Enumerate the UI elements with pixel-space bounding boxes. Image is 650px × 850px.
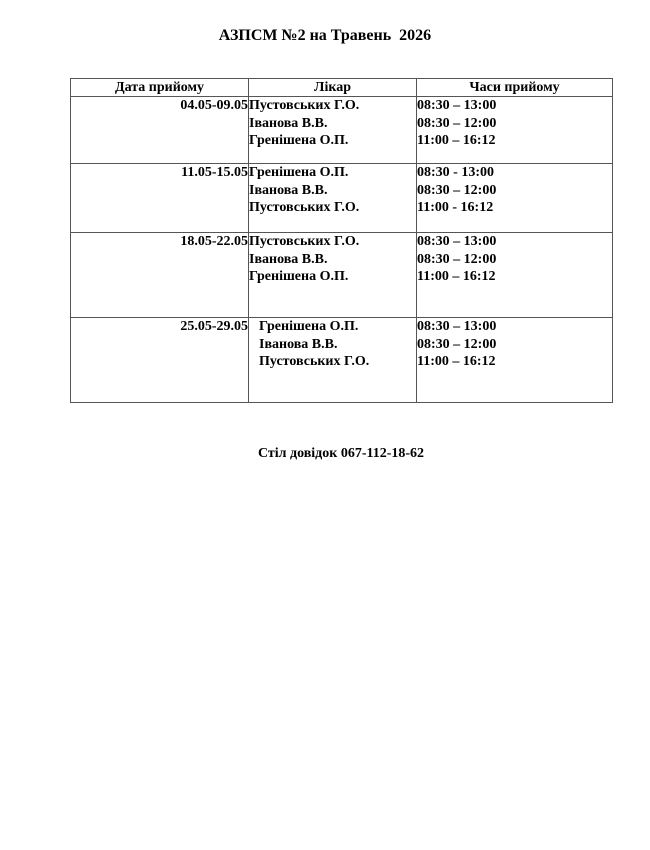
date-cell: 18.05-22.05 (71, 233, 249, 318)
hours-range: 08:30 – 12:00 (417, 251, 497, 267)
header-hours: Часи прийому (417, 79, 613, 97)
date-cell: 11.05-15.05 (71, 164, 249, 233)
hours-range: 08:30 – 13:00 (417, 98, 497, 113)
date-cell: 25.05-29.05 (71, 318, 249, 403)
schedule-table (70, 78, 613, 403)
doctor-name: Пустовських Г.О. (249, 234, 360, 249)
doctors-cell (249, 164, 417, 233)
table-row (71, 233, 613, 318)
hours-range: 08:30 – 12:00 (417, 336, 497, 352)
doctor-name: Іванова В.В. (249, 251, 328, 267)
doctor-name: Гренішена О.П. (249, 269, 349, 284)
info-desk-phone: Стіл довідок 067-112-18-62 (257, 446, 425, 461)
doctor-name: Гренішена О.П. (259, 319, 359, 334)
hours-range: 11:00 – 16:12 (417, 133, 496, 148)
doctor-name: Іванова В.В. (259, 336, 338, 352)
hours-range: 11:00 – 16:12 (417, 269, 496, 284)
hours-range: 11:00 - 16:12 (417, 200, 494, 215)
doctors-cell (249, 318, 417, 403)
doctor-name: Гренішена О.П. (249, 165, 349, 180)
hours-range: 08:30 – 13:00 (417, 234, 497, 249)
page-title: АЗПСМ №2 на Травень 2026 (218, 27, 432, 44)
hours-range: 11:00 – 16:12 (417, 354, 496, 369)
hours-range: 08:30 – 13:00 (417, 319, 497, 334)
doctors-cell (249, 233, 417, 318)
hours-range: 08:30 - 13:00 (417, 165, 494, 180)
header-date: Дата прийому (71, 79, 249, 97)
hours-cell (417, 97, 613, 164)
table-row (71, 97, 613, 164)
table-row (71, 164, 613, 233)
doctor-name: Іванова В.В. (249, 182, 328, 198)
header-doctor: Лікар (249, 79, 417, 97)
doctor-name: Пустовських Г.О. (249, 200, 360, 215)
hours-range: 08:30 – 12:00 (417, 115, 497, 131)
doctor-name: Пустовських Г.О. (249, 98, 360, 113)
hours-cell (417, 164, 613, 233)
hours-range: 08:30 – 12:00 (417, 182, 497, 198)
doctor-name: Гренішена О.П. (249, 133, 349, 148)
table-header-row (71, 79, 613, 97)
doctors-cell (249, 97, 417, 164)
doctor-name: Іванова В.В. (249, 115, 328, 131)
hours-cell (417, 233, 613, 318)
table-row (71, 318, 613, 403)
hours-cell (417, 318, 613, 403)
date-cell: 04.05-09.05 (71, 97, 249, 164)
doctor-name: Пустовських Г.О. (259, 354, 370, 369)
